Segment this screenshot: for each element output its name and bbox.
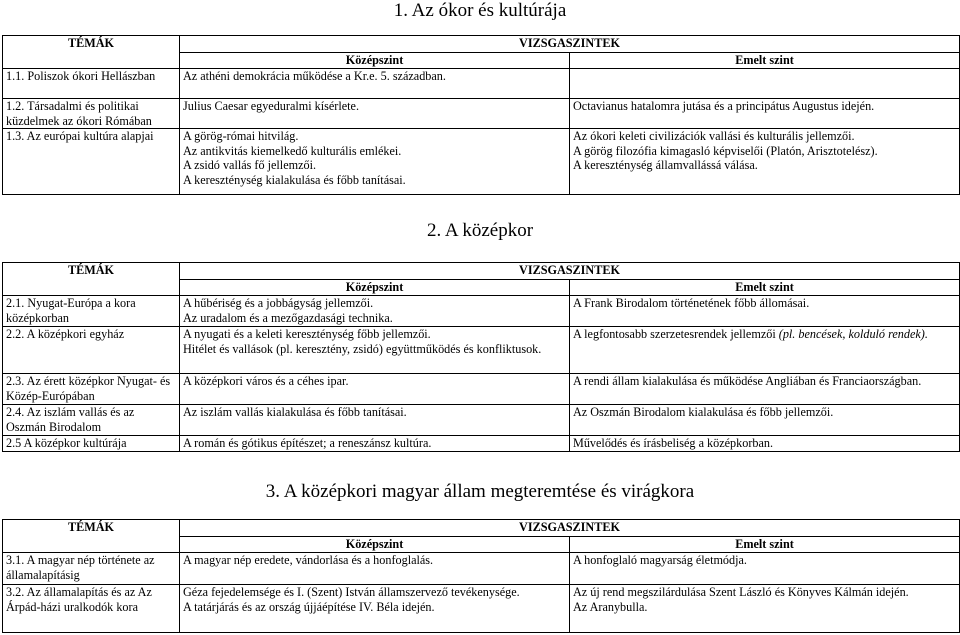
- topic-cell: 3.2. Az államalapítás és az Az Árpád-házi uralkodók kora: [3, 585, 180, 633]
- table-row: [3, 69, 960, 99]
- table-row: [3, 436, 960, 452]
- topic-cell: 1.2. Társadalmi és politikai küzdelmek az ókori Rómában: [3, 99, 180, 129]
- kozep-cell: A középkori város és a céhes ipar.: [180, 374, 570, 405]
- kozepszint-header: Középszint: [180, 280, 570, 296]
- table-row: [3, 405, 960, 436]
- table-row: [3, 553, 960, 585]
- topics-table: [2, 262, 960, 452]
- topics-table: [2, 519, 960, 633]
- temak-header: TÉMÁK: [3, 263, 180, 296]
- emelt-cell: A Frank Birodalom történetének főbb állomásai.: [570, 296, 960, 327]
- topic-cell: 2.1. Nyugat-Európa a kora középkorban: [3, 296, 180, 327]
- emelt-cell: A rendi állam kialakulása és működése Angliában és Franciaországban.: [570, 374, 960, 405]
- emelt-cell: Az új rend megszilárdulása Szent László és Könyves Kálmán idején. Az Aranybulla.: [570, 585, 960, 633]
- vizsgaszintek-header: VIZSGASZINTEK: [180, 520, 960, 537]
- emelt-header: Emelt szint: [570, 280, 960, 296]
- table-row: [3, 129, 960, 195]
- emelt-cell: Az Oszmán Birodalom kialakulása és főbb jellemzői.: [570, 405, 960, 436]
- topics-table: [2, 35, 960, 195]
- table-row: [3, 99, 960, 129]
- topic-cell: 2.4. Az iszlám vallás és az Oszmán Birodalom: [3, 405, 180, 436]
- topic-cell: 2.5 A középkor kultúrája: [3, 436, 180, 452]
- topic-cell: 3.1. A magyar nép története az államalapításig: [3, 553, 180, 585]
- section-title: 2. A középkor: [426, 220, 534, 241]
- kozep-cell: Az iszlám vallás kialakulása és főbb tanításai.: [180, 405, 570, 436]
- kozep-cell: A román és gótikus építészet; a reneszánsz kultúra.: [180, 436, 570, 452]
- emelt-header: Emelt szint: [570, 53, 960, 69]
- vizsgaszintek-header: VIZSGASZINTEK: [180, 36, 960, 53]
- vizsgaszintek-header: VIZSGASZINTEK: [180, 263, 960, 280]
- kozep-cell: A görög-római hitvilág. Az antikvitás kiemelkedő kulturális emlékei. A zsidó vallás fő jellemzői. A kereszténység kialakulása és főbb tanításai.: [180, 129, 570, 195]
- kozep-cell: Az athéni demokrácia működése a Kr.e. 5. században.: [180, 69, 570, 99]
- kozep-cell: A magyar nép eredete, vándorlása és a honfoglalás.: [180, 553, 570, 585]
- kozep-cell: Géza fejedelemsége és I. (Szent) István államszervező tevékenysége. A tatárjárás és az ország újjáépítése IV. Béla idején.: [180, 585, 570, 633]
- topic-cell: 1.3. Az európai kultúra alapjai: [3, 129, 180, 195]
- kozepszint-header: Középszint: [180, 53, 570, 69]
- topic-cell: 2.2. A középkori egyház: [3, 327, 180, 374]
- table-row: [3, 296, 960, 327]
- table-row: [3, 327, 960, 374]
- topic-cell: 2.3. Az érett középkor Nyugat- és Közép-Európában: [3, 374, 180, 405]
- kozep-cell: Julius Caesar egyeduralmi kísérlete.: [180, 99, 570, 129]
- temak-header: TÉMÁK: [3, 36, 180, 69]
- table-row: [3, 585, 960, 633]
- temak-header: TÉMÁK: [3, 520, 180, 553]
- emelt-cell: Octavianus hatalomra jutása és a principátus Augustus idején.: [570, 99, 960, 129]
- emelt-cell: A honfoglaló magyarság életmódja.: [570, 553, 960, 585]
- emelt-cell: Művelődés és írásbeliség a középkorban.: [570, 436, 960, 452]
- table-row: [3, 374, 960, 405]
- section-title: 1. Az ókor és kultúrája: [393, 0, 567, 21]
- emelt-header: Emelt szint: [570, 537, 960, 553]
- emelt-cell: [570, 69, 960, 99]
- emelt-cell: Az ókori keleti civilizációk vallási és kulturális jellemzői. A görög filozófia kimagasló képviselői (Platón, Arisztotelész). A kereszténység államvallássá válása.: [570, 129, 960, 195]
- kozep-cell: A nyugati és a keleti kereszténység főbb jellemzői. Hitélet és vallások (pl. keresztény, zsidó) együttműködés és konfliktusok.: [180, 327, 570, 374]
- kozepszint-header: Középszint: [180, 537, 570, 553]
- topic-cell: 1.1. Poliszok ókori Hellászban: [3, 69, 180, 99]
- kozep-cell: A hűbériség és a jobbágyság jellemzői. Az uradalom és a mezőgazdasági technika.: [180, 296, 570, 327]
- section-title: 3. A középkori magyar állam megteremtése és virágkora: [265, 481, 695, 502]
- emelt-cell: A legfontosabb szerzetesrendek jellemzői (pl. bencések, kolduló rendek).: [570, 327, 960, 374]
